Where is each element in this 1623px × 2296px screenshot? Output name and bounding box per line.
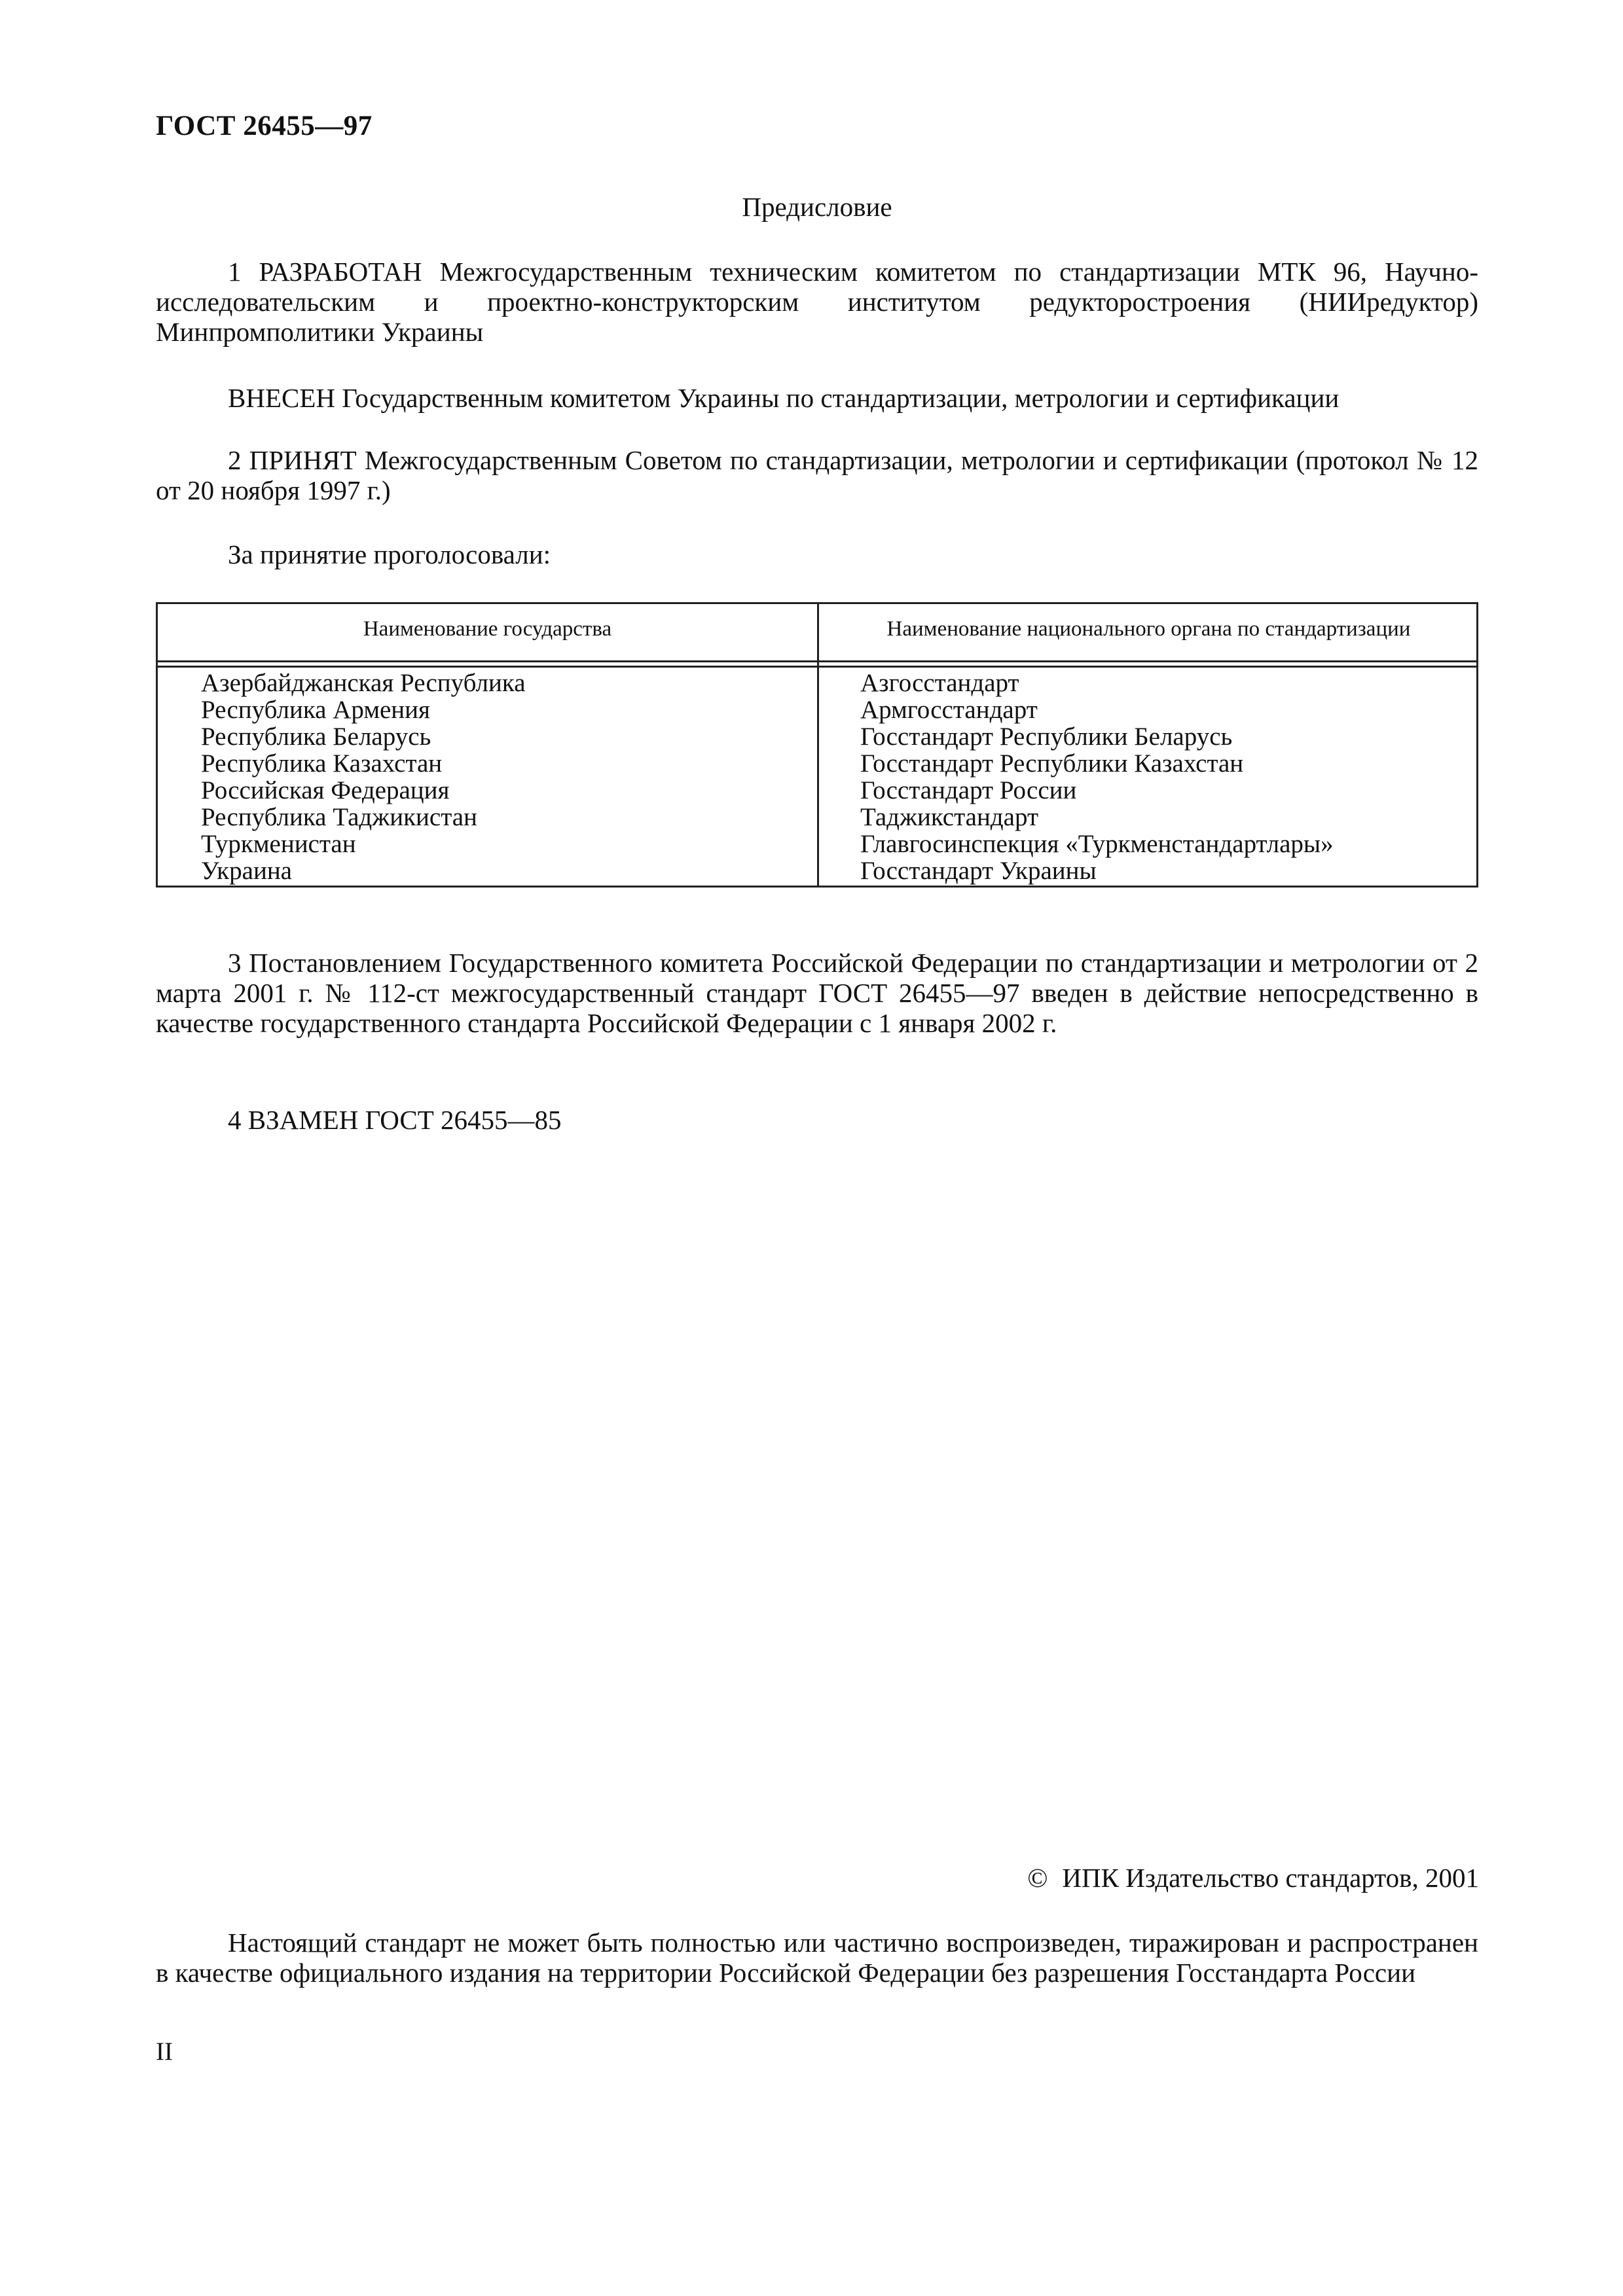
table-cell-state: Республика Беларусь: [201, 723, 431, 751]
table-cell-national-body: Госстандарт Республики Беларусь: [860, 723, 1233, 751]
copyright-icon: ©: [1027, 1863, 1048, 1893]
copyright-text: ИПК Издательство стандартов, 2001: [1062, 1863, 1479, 1893]
table-cell-national-body: Таджикстандарт: [860, 803, 1038, 831]
paragraph-adopted-by: 2 ПРИНЯТ Межгосударственным Советом по стандартизации, метрологии и сертификации (протокол № 12 от 20 ноября 1997 г.): [156, 445, 1478, 505]
table-column-divider: [817, 604, 819, 886]
voting-table: [156, 602, 1478, 888]
document-code: ГОСТ 26455—97: [156, 111, 373, 141]
paragraph-developed-by: 1 РАЗРАБОТАН Межгосударственным техническим комитетом по стандартизации МТК 96, Научно-исследовательским и проектно-конструкторским институтом редукторостроения (НИИредуктор) Минпромполитики Украины: [156, 257, 1478, 347]
paragraph-voted-intro: За принятие проголосовали:: [228, 539, 551, 569]
paragraph-submitted-by: ВНЕСЕН Государственным комитетом Украины по стандартизации, метрологии и сертификации: [228, 383, 1340, 413]
table-cell-national-body: Азгосстандарт: [860, 669, 1019, 697]
table-cell-state: Республика Армения: [201, 696, 430, 724]
table-cell-state: Украина: [201, 857, 292, 885]
table-cell-state: Туркменистан: [201, 830, 356, 858]
table-cell-national-body: Госстандарт Республики Казахстан: [860, 749, 1244, 778]
table-cell-state: Республика Таджикистан: [201, 803, 477, 831]
table-header-state: Наименование государства: [363, 617, 612, 641]
paragraph-reproduction-notice: Настоящий стандарт не может быть полностью или частично воспроизведен, тиражирован и распространен в качестве официального издания на территории Российской Федерации без разрешения Госстандарта России: [156, 1928, 1478, 1988]
section-heading: Предисловие: [742, 192, 892, 222]
copyright-line: [1027, 1862, 1479, 1893]
table-cell-state: Азербайджанская Республика: [201, 669, 526, 697]
table-column-states: [201, 670, 526, 884]
table-column-national-bodies: [860, 670, 1334, 884]
table-cell-state: Республика Казахстан: [201, 749, 443, 778]
table-cell-national-body: Армгосстандарт: [860, 696, 1038, 724]
page-number: II: [156, 2037, 173, 2066]
table-cell-national-body: Госстандарт Украины: [860, 857, 1097, 885]
table-cell-state: Российская Федерация: [201, 776, 450, 804]
paragraph-replaces: 4 ВЗАМЕН ГОСТ 26455—85: [228, 1105, 562, 1135]
table-header-national-body: Наименование национального органа по стандартизации: [886, 617, 1411, 641]
table-cell-national-body: Госстандарт России: [860, 776, 1077, 804]
paragraph-resolution: 3 Постановлением Государственного комитета Российской Федерации по стандартизации и метрологии от 2 марта 2001 г. № 112-ст межгосударственный стандарт ГОСТ 26455—97 введен в действие непосредственно в качестве государственного стандарта Российской Федерации с 1 января 2002 г.: [156, 948, 1478, 1038]
table-cell-national-body: Главгосинспекция «Туркменстандартлары»: [860, 830, 1334, 858]
